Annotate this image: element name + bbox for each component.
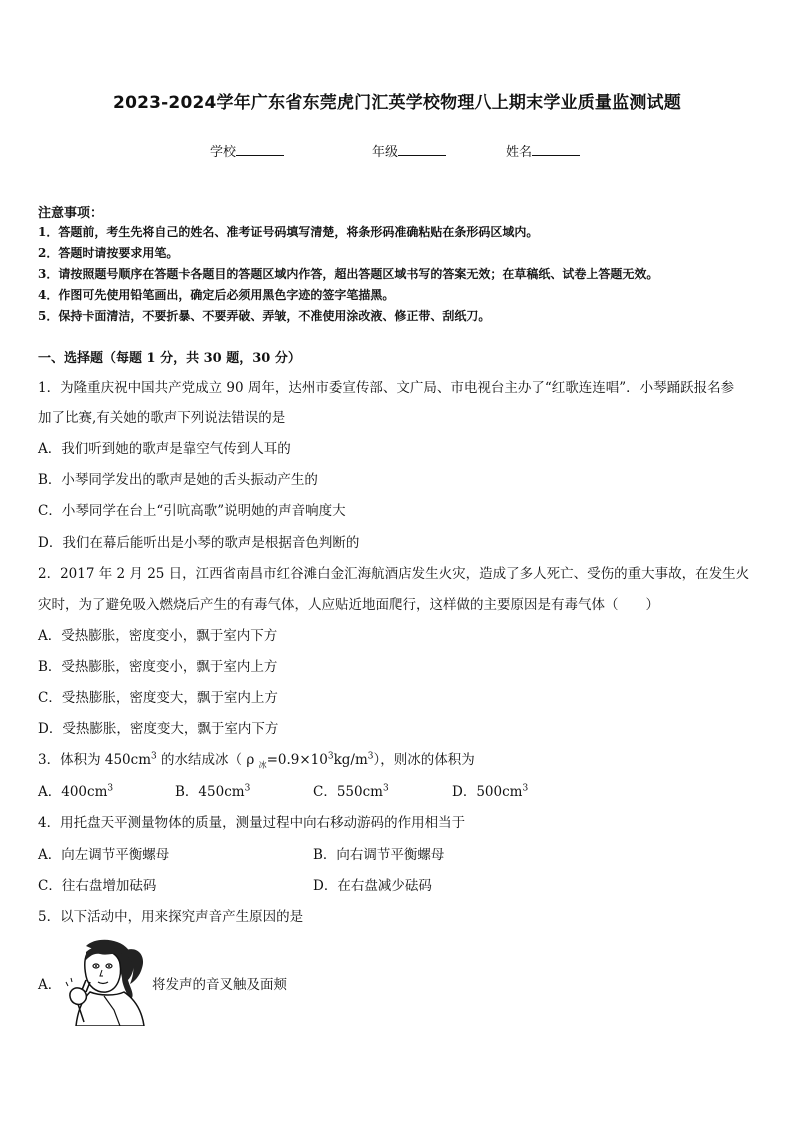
grade-label: 年级: [372, 145, 399, 160]
q5-option-a-label: A．: [38, 977, 62, 993]
note-item: 1．答题前，考生先将自己的姓名、准考证号码填写清楚，将条形码准确粘贴在条形码区域内。: [38, 225, 539, 239]
hand-shape: [70, 988, 86, 1004]
q4-option-a: A．向左调节平衡螺母: [38, 847, 170, 863]
note-item: 5．保持卡面清洁，不要折暴、不要弄破、弄皱，不准使用涂改液、修正带、刮纸刀。: [38, 309, 491, 323]
note-item: 2．答题时请按要求用笔。: [38, 246, 179, 260]
note-item: 3．请按照题号顺序在答题卡各题目的答题区域内作答，超出答题区域书写的答案无效；在草稿纸、试卷上答题无效。: [38, 267, 659, 281]
q2-stem-line1: 2．2017 年 2 月 25 日，江西省南昌市红谷滩白金汇海航酒店发生火灾，造成了多人死亡、受伤的重大事故，在发生火: [38, 566, 750, 582]
notes-title: 注意事项：: [38, 206, 104, 221]
name-blank: [532, 142, 580, 156]
q5-option-a-text: 将发声的音叉触及面颊: [152, 977, 287, 993]
q1-option-b: B．小琴同学发出的歌声是她的舌头振动产生的: [38, 472, 318, 488]
q5-stem: 5．以下活动中，用来探究声音产生原因的是: [38, 909, 304, 925]
q2-option-d: D．受热膨胀，密度变大，飘于室内下方: [38, 721, 279, 737]
q3-option-a: A．$400cm^3$: [38, 783, 114, 800]
q4-option-d: D．在右盘减少砝码: [313, 878, 432, 894]
q3-option-b: B．$450cm^3$: [175, 783, 251, 800]
q1-stem-line2: 加了比赛,有关她的歌声下列说法错误的是: [38, 410, 286, 426]
note-item: 4．作图可先使用铅笔画出，确定后必须用黑色字迹的签字笔描黑。: [38, 288, 395, 302]
q2-option-a: A．受热膨胀，密度变小，飘于室内下方: [38, 628, 278, 644]
q1-option-c: C．小琴同学在台上“引吭高歌”说明她的声音响度大: [38, 503, 346, 519]
q2-option-b: B．受热膨胀，密度变小，飘于室内上方: [38, 659, 278, 675]
exam-title: 2023-2024学年广东省东莞虎门汇英学校物理八上期末学业质量监测试题: [113, 93, 681, 113]
school-field: [210, 141, 284, 160]
q1-option-a: A．我们听到她的歌声是靠空气传到人耳的: [38, 441, 291, 457]
q2-stem-line2: 灾时，为了避免吸入燃烧后产生的有毒气体，人应贴近地面爬行，这样做的主要原因是有毒气体（ ）: [38, 597, 659, 613]
q3-option-c: C．$550cm^3$: [313, 783, 389, 800]
q1-stem-line1: 1．为隆重庆祝中国共产党成立 90 周年，达州市委宣传部、文广局、市电视台主办了“红歌连连唱”．小琴踊跃报名参: [38, 380, 735, 396]
school-blank: [236, 142, 284, 156]
name-label: 姓名: [506, 145, 533, 160]
q4-option-c: C．往右盘增加砝码: [38, 878, 157, 894]
girl-tuning-fork-figure: [64, 938, 150, 1026]
q2-option-c: C．受热膨胀，密度变大，飘于室内上方: [38, 690, 278, 706]
name-field: [506, 141, 580, 160]
q4-option-b: B．向右调节平衡螺母: [313, 847, 445, 863]
grade-blank: [398, 142, 446, 156]
q1-option-d: D．我们在幕后能听出是小琴的歌声是根据音色判断的: [38, 535, 360, 551]
q3-option-d: D．$500cm^3$: [452, 783, 529, 800]
school-label: 学校: [210, 145, 237, 160]
q4-stem: 4．用托盘天平测量物体的质量，测量过程中向右移动游码的作用相当于: [38, 815, 466, 831]
q3-stem: 3．体积为 $450cm^3$ 的水结成冰（ ρ $_冰=0.9\times 10^3kg/m^3$），则冰的体积为: [38, 751, 475, 770]
grade-field: [372, 141, 446, 160]
section-heading: 一、选择题（每题 1 分，共 30 题，30 分）: [38, 351, 301, 366]
